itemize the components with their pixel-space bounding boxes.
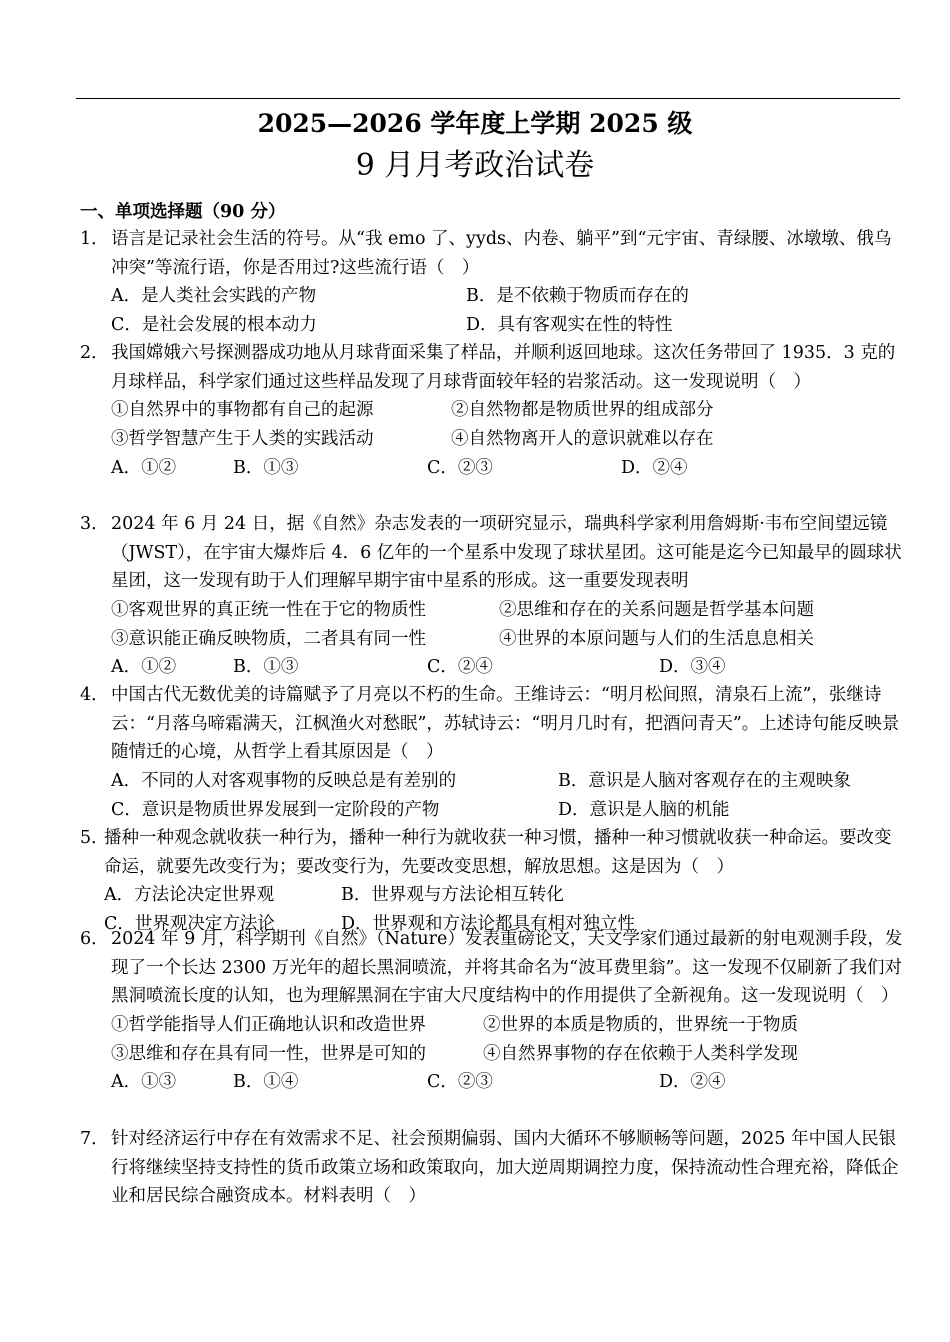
option-a: A．方法论决定世界观 [104,885,275,906]
question-stem: 中国古代无数优美的诗篇赋予了月亮以不朽的生命。王维诗云：“明月松间照，清泉石上流”，张继诗云：“月落乌啼霜满天，江枫渔火对愁眠”，苏轼诗云：“明月几时有，把酒问青天”。上述诗句能反映景随情迁的心境，从哲学上看其原因是（ ） [111,685,900,763]
option-row [111,311,906,340]
option-d: D．具有客观实在性的特性 [466,315,673,336]
option-row [111,454,906,483]
statement-1: ①自然界中的事物都有自己的起源 [111,400,374,421]
question-3 [80,510,906,682]
statement-row [111,596,906,625]
statement-4: ④自然物离开人的意识就难以存在 [451,429,714,450]
question-number: 2． [80,343,109,363]
option-a: A．①③ [111,1072,177,1093]
option-b: B．①③ [233,657,299,678]
question-number: 4． [80,685,109,705]
question-6 [80,925,906,1097]
statement-row [111,1040,906,1069]
option-b: B．世界观与方法论相互转化 [341,885,564,906]
option-a: A．是人类社会实践的产物 [111,286,317,307]
question-stem: 播种一种观念就收获一种行为，播种一种行为就收获一种习惯，播种一种习惯就收获一种命运。要改变命运，就要先改变行为；要改变行为，先要改变思想，解放思想。这是因为（ ） [104,828,892,877]
option-b: B．①④ [233,1072,299,1093]
option-row [111,796,906,825]
question-number: 5． [80,828,109,848]
question-1 [80,225,906,340]
section-heading: 一、单项选择题（90 分） [80,202,286,222]
option-c: C．②④ [427,657,493,678]
statement-1: ①客观世界的真正统一性在于它的物质性 [111,600,426,621]
statement-row [111,425,906,454]
statement-row [111,396,906,425]
option-c: C．意识是物质世界发展到一定阶段的产物 [111,799,440,820]
question-5 [80,824,906,939]
option-row [104,881,906,910]
exam-title-line1: 2025—2026 学年度上学期 2025 级 [257,109,693,138]
question-4 [80,681,906,824]
option-c: C．②③ [427,457,493,478]
exam-title-line2: 9 月月考政治试卷 [355,148,595,183]
statement-3: ③意识能正确反映物质，二者具有同一性 [111,628,426,649]
option-b: B．意识是人脑对客观存在的主观映象 [558,771,851,792]
option-b: B．①③ [233,457,299,478]
statement-3: ③哲学智慧产生于人类的实践活动 [111,429,374,450]
question-7 [80,1125,906,1211]
option-row [111,767,906,796]
header-rule [76,98,900,99]
statement-3: ③思维和存在具有同一性，世界是可知的 [111,1043,426,1064]
question-stem: 我国嫦娥六号探测器成功地从月球背面采集了样品，并顺利返回地球。这次任务带回了 1935．3 克的月球样品，科学家们通过这些样品发现了月球背面较年轻的岩浆活动。这一发现说明（ ） [111,343,896,392]
statement-row [111,1011,906,1040]
statement-4: ④自然界事物的存在依赖于人类科学发现 [483,1043,798,1064]
option-c: C．是社会发展的根本动力 [111,315,317,336]
question-number: 1． [80,229,109,249]
option-d: D．世界观和方法论都具有相对独立性 [341,914,636,935]
question-number: 6． [80,929,109,949]
question-2 [80,339,906,482]
option-d: D．③④ [659,657,726,678]
question-stem: 语言是记录社会生活的符号。从“我 emo 了、yyds、内卷、躺平”到“元宇宙、青绿腰、冰墩墩、俄乌冲突”等流行语，你是否用过?这些流行语（ ） [111,229,892,278]
option-row [111,282,906,311]
statement-row [111,625,906,654]
option-a: A．①② [111,657,177,678]
option-row [111,653,906,682]
question-stem: 针对经济运行中存在有效需求不足、社会预期偏弱、国内大循环不够顺畅等问题，2025 年中国人民银行将继续坚持支持性的货币政策立场和政策取向，加大逆周期调控力度，保持流动性合理充裕，降低企业和居民综合融资成本。材料表明（ ） [111,1129,899,1207]
option-b: B．是不依赖于物质而存在的 [466,286,689,307]
statement-4: ④世界的本原问题与人们的生活息息相关 [499,628,814,649]
statement-1: ①哲学能指导人们正确地认识和改造世界 [111,1015,426,1036]
option-c: C．②③ [427,1072,493,1093]
statement-2: ②世界的本质是物质的，世界统一于物质 [483,1015,798,1036]
option-d: D．意识是人脑的机能 [558,799,730,820]
option-row [111,1068,906,1097]
option-d: D．②④ [621,457,688,478]
option-d: D．②④ [659,1072,726,1093]
statement-2: ②思维和存在的关系问题是哲学基本问题 [499,600,814,621]
question-number: 7． [80,1129,109,1149]
question-stem: 2024 年 9 月，科学期刊《自然》（Nature）发表重磅论文，天文学家们通过最新的射电观测手段，发现了一个长达 2300 万光年的超长黑洞喷流，并将其命名为“波耳费里翁”。这一发现不仅刷新了我们对黑洞喷流长度的认知，也为理解黑洞在宇宙大尺度结构中的作用提供了全新视角。这一发现说明（ ） [111,929,903,1007]
option-c: C．世界观决定方法论 [104,914,275,935]
option-a: A．①② [111,457,177,478]
question-number: 3． [80,514,109,534]
statement-2: ②自然物都是物质世界的组成部分 [451,400,714,421]
option-a: A．不同的人对客观事物的反映总是有差别的 [111,771,457,792]
question-stem: 2024 年 6 月 24 日，据《自然》杂志发表的一项研究显示，瑞典科学家利用詹姆斯·韦布空间望远镜（JWST），在宇宙大爆炸后 4．6 亿年的一个星系中发现了球状星团。这可能是迄今已知最早的圆球状星团，这一发现有助于人们理解早期宇宙中星系的形成。这一重要发现表明 [111,514,902,592]
